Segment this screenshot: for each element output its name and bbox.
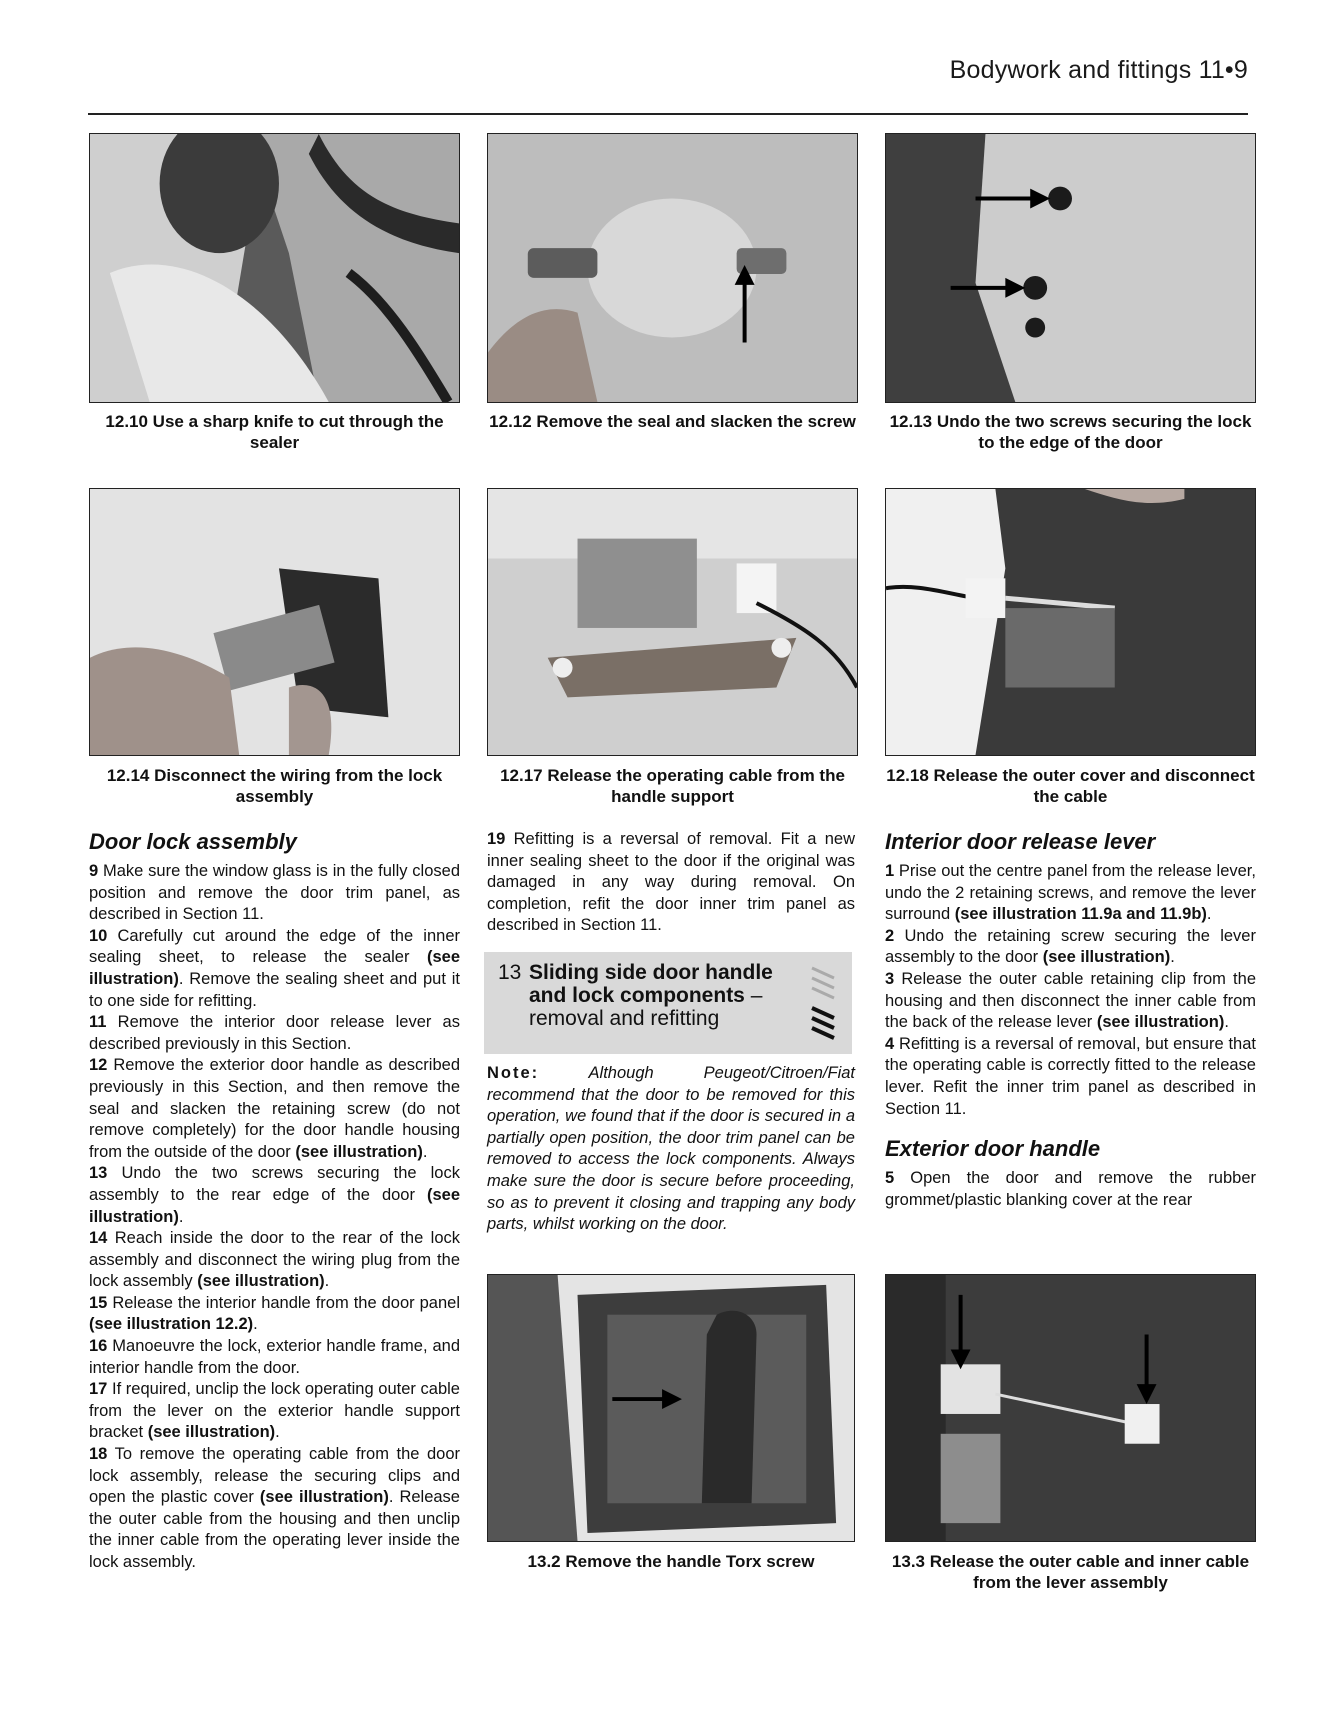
caption-12-10: 12.10 Use a sharp knife to cut through the sealer (105, 412, 444, 452)
header-rule (88, 113, 1248, 115)
para-19: 19 Refitting is a reversal of removal. Fit a new inner sealing sheet to the door if the original was damaged in any way during removal. On completion, refit the door inner trim panel as described in Section 11. (487, 830, 855, 935)
para-11: 11 Remove the interior door release lever as described previously in this Section. (89, 1013, 460, 1053)
para-r1: 1 Prise out the centre panel from the release lever, undo the 2 retaining screws, and remove the lever surround (see illustration 11.9a and 11.9b). (885, 862, 1256, 924)
right-column (885, 829, 1256, 1211)
wrench-difficulty-icon (808, 962, 838, 1049)
photo-12-10 (89, 133, 460, 403)
para-14: 14 Reach inside the door to the rear of the lock assembly and disconnect the wiring plug from the lock assembly (see illustration). (89, 1229, 461, 1291)
para-15: 15 Release the interior handle from the door panel (see illustration 12.2). (89, 1293, 460, 1334)
middle-column (487, 829, 855, 937)
note-block (487, 1063, 855, 1236)
para-12: 12 Remove the exterior door handle as described previously in this Section, and then remove the seal and slacken the retaining screw (do not remove completely) for the door handle housing from the outside of the door (see illustration). (89, 1056, 460, 1161)
caption-13-3: 13.3 Release the outer cable and inner cable from the lever assembly (891, 1552, 1250, 1592)
caption-13-2: 13.2 Remove the handle Torx screw (527, 1552, 815, 1571)
para-18: 18 To remove the operating cable from the door lock assembly, release the securing clips and open the plastic cover (see illustration). Release the outer cable from the housing and then unclip the inner cable from the operating lever inside the lock assembly. (89, 1445, 460, 1571)
caption-12-12: 12.12 Remove the seal and slacken the screw (489, 412, 856, 431)
photo-12-13 (885, 133, 1256, 403)
heading-interior-door-release-lever: Interior door release lever (885, 829, 1156, 854)
para-r5: 5 Open the door and remove the rubber grommet/plastic blanking cover at the rear (885, 1169, 1256, 1209)
photo-12-14 (89, 488, 460, 756)
caption-12-13: 12.13 Undo the two screws securing the lock to the edge of the door (889, 412, 1252, 452)
photo-13-2 (487, 1274, 855, 1542)
caption-12-14: 12.14 Disconnect the wiring from the lock assembly (106, 766, 443, 806)
section-title: Sliding side door handle and lock components – removal and refitting (529, 961, 773, 1030)
section-13-box (484, 952, 852, 1054)
note-text: Note: Although Peugeot/Citroen/Fiat recommend that the door to be removed for this operation, we found that if the door is secured in a partially open position, the door trim panel can be removed to access the lock components. Always make sure the door is secure before proceeding, so as to prevent it closing and trapping any body parts, whilst working on the door. (487, 1064, 855, 1234)
photo-12-17 (487, 488, 858, 756)
para-r2: 2 Undo the retaining screw securing the lever assembly to the door (see illustration). (885, 926, 1256, 967)
para-10: 10 Carefully cut around the edge of the inner sealing sheet, to release the sealer (see illustration). Remove the sealing sheet and put it to one side for refitting. (89, 926, 460, 1010)
para-17: 17 If required, unclip the lock operating outer cable from the lever on the exterior handle support bracket (see illustration). (89, 1380, 460, 1442)
section-number: 13 (498, 961, 522, 984)
heading-exterior-door-handle: Exterior door handle (885, 1136, 1101, 1162)
para-r3: 3 Release the outer cable retaining clip from the housing and then disconnect the inner cable from the back of the release lever (see illustration). (885, 969, 1256, 1032)
heading-door-lock-assembly: Door lock assembly (89, 829, 297, 854)
photo-12-12 (487, 133, 858, 403)
left-column (89, 829, 460, 1574)
page-header: Bodywork and fittings 11•9 (949, 56, 1248, 84)
para-9: 9 Make sure the window glass is in the fully closed position and remove the door trim panel, as described in Section 11. (89, 862, 461, 924)
caption-12-18: 12.18 Release the outer cover and disconnect the cable (886, 766, 1255, 806)
photo-12-18 (885, 488, 1256, 756)
caption-12-17: 12.17 Release the operating cable from the handle support (500, 766, 845, 806)
para-r4: 4 Refitting is a reversal of removal, but ensure that the operating cable is correctly fitted to the release lever. Refit the inner trim panel as described in Section 11. (885, 1034, 1256, 1118)
photo-13-3 (885, 1274, 1256, 1542)
para-13: 13 Undo the two screws securing the lock assembly to the rear edge of the door (see illustration). (89, 1164, 460, 1226)
para-16: 16 Manoeuvre the lock, exterior handle frame, and interior handle from the door. (89, 1337, 460, 1377)
